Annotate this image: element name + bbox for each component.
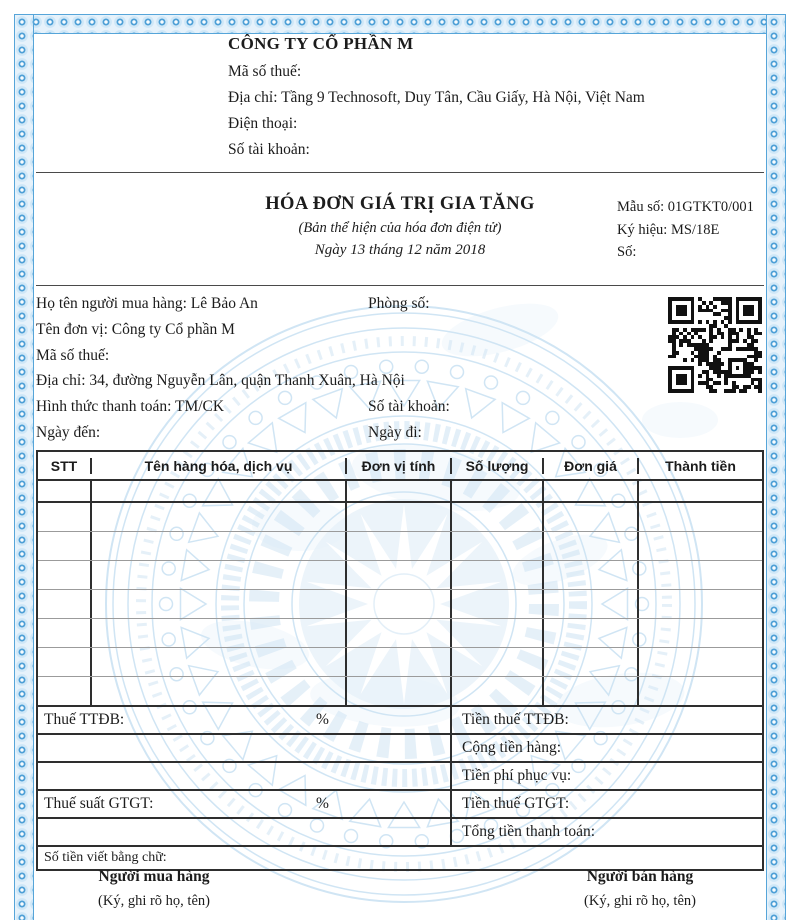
invoice-number-label: Số: — [617, 244, 637, 260]
seller-account-label: Số tài khoản: — [228, 141, 310, 158]
summary-row-service-fee — [38, 763, 762, 791]
col-header-description: Tên hàng hóa, dịch vụ — [92, 458, 347, 474]
table-row — [38, 561, 762, 590]
payment-method-line — [36, 394, 676, 420]
title-divider — [36, 285, 764, 286]
invoice-title: HÓA ĐƠN GIÁ TRỊ GIA TĂNG — [265, 194, 535, 214]
decorative-border-top — [14, 14, 786, 34]
ttdb-tax-label: Thuế TTĐB: — [44, 711, 125, 728]
gtgt-percent-sign: % — [316, 795, 329, 812]
summary-row-total — [38, 819, 762, 845]
buyer-tax-line — [36, 343, 676, 369]
invoice-tables — [36, 450, 764, 871]
seller-signature-title: Người bán hàng — [586, 868, 694, 885]
decorative-border-left — [14, 14, 34, 920]
buyer-company-line — [36, 317, 676, 343]
buyer-name: Họ tên người mua hàng: Lê Bảo An — [36, 295, 258, 312]
col-header-unit-price: Đơn giá — [544, 458, 639, 474]
items-table-header — [38, 452, 762, 481]
room-number-label: Phòng số: — [368, 295, 430, 312]
buyer-address-line — [36, 368, 676, 394]
buyer-address: Địa chỉ: 34, đường Nguyễn Lân, quận Thanh Xuân, Hà Nội — [36, 372, 405, 390]
items-table — [36, 450, 764, 707]
table-row — [38, 503, 762, 532]
buyer-tax-code-label: Mã số thuế: — [36, 346, 110, 364]
departure-date-label: Ngày đi: — [368, 423, 422, 441]
table-row — [38, 648, 762, 677]
summary-row-gtgt — [38, 791, 762, 819]
seller-signature-note: (Ký, ghi rõ họ, tên) — [584, 893, 696, 909]
table-row — [38, 677, 762, 705]
payment-method: Hình thức thanh toán: TM/CK — [36, 398, 225, 416]
form-number: Mẫu số: 01GTKT0/001 — [617, 199, 754, 215]
summary-row-ttdb — [38, 707, 762, 735]
grand-total-label: Tổng tiền thanh toán: — [462, 823, 596, 840]
buyer-account-label: Số tài khoản: — [368, 398, 450, 416]
buyer-info-block — [36, 291, 676, 446]
seller-address: Địa chỉ: Tầng 9 Technosoft, Duy Tân, Cầu Giấy, Hà Nội, Việt Nam — [228, 89, 645, 106]
buyer-signature-title: Người mua hàng — [98, 868, 210, 885]
seller-company-name: CÔNG TY CỔ PHẦN M — [228, 34, 414, 53]
invoice-content — [36, 0, 764, 920]
invoice-subtitle: (Bản thể hiện của hóa đơn điện tử) — [298, 220, 502, 236]
buyer-name-line — [36, 291, 676, 317]
invoice-meta-block — [617, 196, 754, 264]
decorative-border-right — [766, 14, 786, 920]
col-header-stt: STT — [38, 458, 92, 474]
subtotal-label: Cộng tiền hàng: — [462, 739, 562, 756]
gtgt-rate-label: Thuế suất GTGT: — [44, 795, 154, 812]
arrival-date-label: Ngày đến: — [36, 423, 101, 441]
invoice-date: Ngày 13 tháng 12 năm 2018 — [314, 242, 486, 258]
table-row — [38, 590, 762, 619]
col-header-quantity: Số lượng — [452, 458, 544, 474]
ttdb-percent-sign: % — [316, 711, 329, 728]
ttdb-amount-label: Tiền thuế TTĐB: — [462, 711, 569, 728]
serial-number: Ký hiệu: MS/18E — [617, 221, 720, 238]
buyer-signature-block — [44, 868, 264, 910]
col-header-amount: Thành tiền — [665, 457, 736, 474]
buyer-signature-note: (Ký, ghi rõ họ, tên) — [98, 893, 210, 909]
seller-tax-code-label: Mã số thuế: — [228, 63, 302, 80]
amount-in-words-label: Số tiền viết bằng chữ: — [44, 850, 167, 865]
dates-line — [36, 420, 676, 446]
qr-code-icon — [668, 297, 762, 393]
gtgt-amount-label: Tiền thuế GTGT: — [462, 795, 570, 812]
table-row — [38, 619, 762, 648]
service-fee-label: Tiền phí phục vụ: — [462, 767, 572, 784]
seller-phone-label: Điện thoại: — [228, 115, 298, 132]
buyer-company: Tên đơn vị: Công ty Cổ phần M — [36, 320, 235, 338]
table-row — [38, 532, 762, 561]
summary-row-subtotal — [38, 735, 762, 763]
seller-info-block — [228, 32, 645, 163]
col-header-unit: Đơn vị tính — [347, 458, 452, 474]
seller-signature-block — [530, 868, 750, 910]
header-divider — [36, 172, 764, 173]
table-row — [38, 481, 762, 503]
summary-table — [36, 707, 764, 847]
